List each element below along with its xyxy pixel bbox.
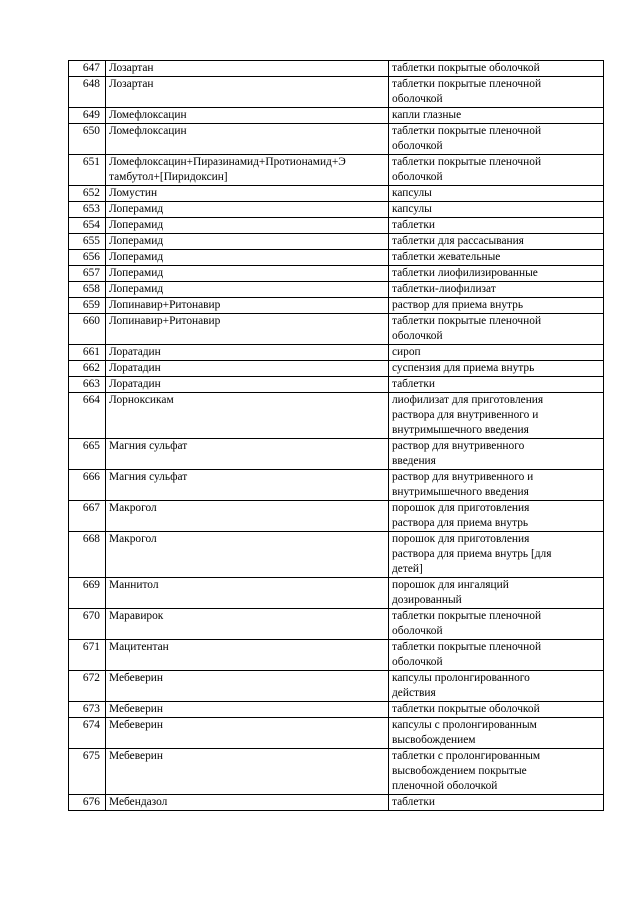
drug-name-cell: Макрогол — [106, 532, 389, 578]
dosage-form-cell: раствор для внутривенного введения — [389, 439, 604, 470]
table-row — [69, 234, 604, 250]
dosage-form-cell: таблетки жевательные — [389, 250, 604, 266]
row-number-cell: 671 — [69, 640, 106, 671]
dosage-form-cell: таблетки покрытые пленочной оболочкой — [389, 124, 604, 155]
row-number-cell: 659 — [69, 298, 106, 314]
row-number-cell: 664 — [69, 393, 106, 439]
dosage-form-cell: капсулы пролонгированного действия — [389, 671, 604, 702]
row-number-cell: 667 — [69, 501, 106, 532]
row-number-cell: 656 — [69, 250, 106, 266]
row-number-cell: 674 — [69, 718, 106, 749]
dosage-form-cell: раствор для приема внутрь — [389, 298, 604, 314]
table-row — [69, 393, 604, 439]
dosage-form-cell: капсулы с пролонгированным высвобождением — [389, 718, 604, 749]
row-number-cell: 649 — [69, 108, 106, 124]
row-number-cell: 653 — [69, 202, 106, 218]
table-row — [69, 718, 604, 749]
table-row — [69, 609, 604, 640]
drug-name-cell: Лоратадин — [106, 361, 389, 377]
row-number-cell: 663 — [69, 377, 106, 393]
drug-name-cell: Лоперамид — [106, 218, 389, 234]
drug-name-cell: Лозартан — [106, 61, 389, 77]
dosage-form-cell: таблетки покрытые пленочной оболочкой — [389, 77, 604, 108]
row-number-cell: 650 — [69, 124, 106, 155]
dosage-form-cell: таблетки лиофилизированные — [389, 266, 604, 282]
table-row — [69, 155, 604, 186]
dosage-form-cell: таблетки-лиофилизат — [389, 282, 604, 298]
dosage-form-cell: таблетки для рассасывания — [389, 234, 604, 250]
drug-name-cell: Лоперамид — [106, 202, 389, 218]
row-number-cell: 648 — [69, 77, 106, 108]
dosage-form-cell: капсулы — [389, 186, 604, 202]
table-row — [69, 124, 604, 155]
table-row — [69, 314, 604, 345]
row-number-cell: 651 — [69, 155, 106, 186]
dosage-form-cell: таблетки — [389, 377, 604, 393]
drug-name-cell: Лоратадин — [106, 377, 389, 393]
drug-name-cell: Ломефлоксацин — [106, 108, 389, 124]
row-number-cell: 647 — [69, 61, 106, 77]
dosage-form-cell: таблетки покрытые пленочной оболочкой — [389, 640, 604, 671]
drug-name-cell: Лозартан — [106, 77, 389, 108]
row-number-cell: 654 — [69, 218, 106, 234]
row-number-cell: 657 — [69, 266, 106, 282]
drug-list-table — [68, 60, 604, 811]
table-row — [69, 61, 604, 77]
table-row — [69, 202, 604, 218]
row-number-cell: 672 — [69, 671, 106, 702]
row-number-cell: 676 — [69, 795, 106, 811]
table-row — [69, 77, 604, 108]
row-number-cell: 675 — [69, 749, 106, 795]
drug-name-cell: Лоратадин — [106, 345, 389, 361]
dosage-form-cell: таблетки — [389, 218, 604, 234]
drug-name-cell: Лоперамид — [106, 250, 389, 266]
dosage-form-cell: капсулы — [389, 202, 604, 218]
row-number-cell: 669 — [69, 578, 106, 609]
drug-name-cell: Лопинавир+Ритонавир — [106, 314, 389, 345]
table-row — [69, 702, 604, 718]
drug-name-cell: Лоперамид — [106, 282, 389, 298]
table-row — [69, 345, 604, 361]
table-row — [69, 377, 604, 393]
row-number-cell: 660 — [69, 314, 106, 345]
table-row — [69, 108, 604, 124]
dosage-form-cell: таблетки — [389, 795, 604, 811]
table-row — [69, 532, 604, 578]
drug-name-cell: Магния сульфат — [106, 439, 389, 470]
row-number-cell: 662 — [69, 361, 106, 377]
drug-name-cell: Лорноксикам — [106, 393, 389, 439]
dosage-form-cell: раствор для внутривенного и внутримышечного введения — [389, 470, 604, 501]
row-number-cell: 665 — [69, 439, 106, 470]
dosage-form-cell: порошок для ингаляций дозированный — [389, 578, 604, 609]
dosage-form-cell: таблетки покрытые пленочной оболочкой — [389, 155, 604, 186]
row-number-cell: 670 — [69, 609, 106, 640]
table-row — [69, 749, 604, 795]
dosage-form-cell: таблетки покрытые пленочной оболочкой — [389, 609, 604, 640]
drug-name-cell: Мебеверин — [106, 718, 389, 749]
table-row — [69, 470, 604, 501]
dosage-form-cell: таблетки покрытые пленочной оболочкой — [389, 314, 604, 345]
table-row — [69, 218, 604, 234]
drug-name-cell: Магния сульфат — [106, 470, 389, 501]
row-number-cell: 652 — [69, 186, 106, 202]
table-row — [69, 501, 604, 532]
drug-name-cell: Лопинавир+Ритонавир — [106, 298, 389, 314]
row-number-cell: 668 — [69, 532, 106, 578]
dosage-form-cell: лиофилизат для приготовления раствора для внутривенного и внутримышечного введения — [389, 393, 604, 439]
drug-name-cell: Мебеверин — [106, 702, 389, 718]
drug-name-cell: Мебеверин — [106, 749, 389, 795]
table-row — [69, 282, 604, 298]
drug-name-cell: Ломефлоксацин — [106, 124, 389, 155]
drug-name-cell: Ломустин — [106, 186, 389, 202]
dosage-form-cell: капли глазные — [389, 108, 604, 124]
dosage-form-cell: таблетки покрытые оболочкой — [389, 702, 604, 718]
table-row — [69, 266, 604, 282]
table-row — [69, 795, 604, 811]
table-row — [69, 298, 604, 314]
drug-name-cell: Мебендазол — [106, 795, 389, 811]
drug-name-cell: Мацитентан — [106, 640, 389, 671]
dosage-form-cell: суспензия для приема внутрь — [389, 361, 604, 377]
drug-name-cell: Лоперамид — [106, 266, 389, 282]
table-row — [69, 640, 604, 671]
dosage-form-cell: таблетки с пролонгированным высвобождением покрытые пленочной оболочкой — [389, 749, 604, 795]
drug-name-cell: Ломефлоксацин+Пиразинамид+Протионамид+Э тамбутол+[Пиридоксин] — [106, 155, 389, 186]
table-row — [69, 578, 604, 609]
row-number-cell: 673 — [69, 702, 106, 718]
table-row — [69, 671, 604, 702]
table-row — [69, 250, 604, 266]
drug-name-cell: Лоперамид — [106, 234, 389, 250]
row-number-cell: 666 — [69, 470, 106, 501]
drug-list-body — [69, 61, 604, 811]
table-row — [69, 439, 604, 470]
table-row — [69, 361, 604, 377]
drug-name-cell: Маннитол — [106, 578, 389, 609]
row-number-cell: 658 — [69, 282, 106, 298]
row-number-cell: 655 — [69, 234, 106, 250]
row-number-cell: 661 — [69, 345, 106, 361]
dosage-form-cell: таблетки покрытые оболочкой — [389, 61, 604, 77]
drug-name-cell: Маравирок — [106, 609, 389, 640]
dosage-form-cell: сироп — [389, 345, 604, 361]
dosage-form-cell: порошок для приготовления раствора для приема внутрь — [389, 501, 604, 532]
drug-name-cell: Мебеверин — [106, 671, 389, 702]
table-row — [69, 186, 604, 202]
drug-name-cell: Макрогол — [106, 501, 389, 532]
dosage-form-cell: порошок для приготовления раствора для приема внутрь [для детей] — [389, 532, 604, 578]
